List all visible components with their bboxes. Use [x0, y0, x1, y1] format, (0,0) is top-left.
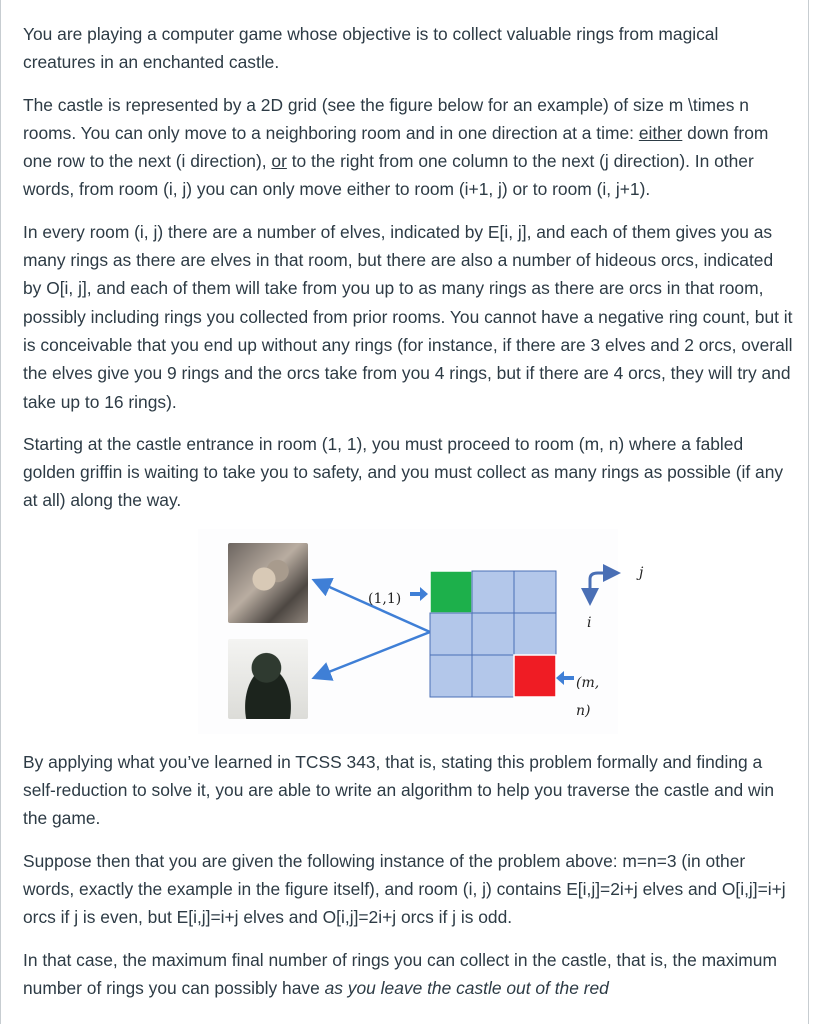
figure-diagram	[198, 529, 618, 734]
end-arrow-icon	[556, 671, 574, 685]
castle-figure	[198, 529, 644, 734]
either-underlined: either	[638, 122, 683, 143]
grid-cell	[514, 571, 556, 613]
question-text-a: In that case, the maximum final number of rings you can collect in the castle, that is, the maximum number of rings you can possibly have	[23, 949, 777, 998]
grid-text-a: The castle is represented by a 2D grid (see the figure below for an example) of size m \times n rooms. You can only move to a neighboring room and in one direction at a time:	[23, 94, 749, 143]
grid-cell	[472, 655, 514, 697]
question-text-italic: as you leave the castle out of the red	[324, 977, 609, 998]
grid-cell	[472, 613, 514, 655]
right-border	[808, 0, 809, 1024]
or-underlined: or	[271, 151, 287, 172]
grid-cell	[430, 571, 472, 613]
paragraph-question	[23, 946, 793, 1003]
paragraph-instance: Suppose then that you are given the following instance of the problem above: m=n=3 (in other words, exactly the example in the figure itself), and room (i, j) contains E[i,j]=2i+j elves and O[i,j]=i+j orcs if j is even, but E[i,j]=i+j elves and O[i,j]=2i+j orcs if j is odd.	[23, 850, 786, 928]
paragraph-grid	[23, 91, 793, 204]
end-label: (m, n)	[576, 674, 600, 720]
grid-cell	[430, 613, 472, 655]
arrow-to-orc	[316, 632, 430, 677]
question-text	[23, 20, 793, 1016]
axis-i-label: i	[587, 614, 592, 631]
paragraph-elves-orcs: In every room (i, j) there are a number of elves, indicated by E[i, j], and each of them gives you as many rings as there are elves in that room, but there are also a number of hideous orcs, indicated by O[i, j], and each of them will take from you up to as many rings as there are orcs in that room, possibly including rings you collected from prior rooms. You cannot have a negative ring count, but it is conceivable that you end up without any rings (for instance, if there are 3 elves and 2 orcs, overall the elves give you 9 rings and the orcs take from you 4 rings, but if there are 4 orcs, they will try and take up to 16 rings).	[23, 221, 793, 412]
paragraph-intro: You are playing a computer game whose objective is to collect valuable rings from magical creatures in an enchanted castle.	[23, 24, 719, 73]
paragraph-goal: Starting at the castle entrance in room (1, 1), you must proceed to room (m, n) where a fabled golden griffin is waiting to take you to safety, and you must collect as many rings as possible (if any at all) along the way.	[23, 433, 784, 511]
left-border	[0, 0, 1, 1024]
paragraph-tcss: By applying what you’ve learned in TCSS 343, that is, stating this problem formally and finding a self-reduction to solve it, you are able to write an algorithm to help you traverse the castle and win the game.	[23, 751, 775, 829]
grid-cell	[430, 655, 472, 697]
grid-text-c: to the right from one column to the next (j direction). In other words, from room (i, j) you can only move either to room (i+1, j) or to room (i, j+1).	[23, 151, 754, 200]
grid-cell	[514, 655, 556, 697]
grid-cell	[472, 571, 514, 613]
grid-text-b: down from one row to the next (i direction),	[23, 122, 769, 172]
axis-j-arrow	[590, 573, 612, 579]
start-label: (1,1)	[368, 590, 402, 607]
room-grid	[430, 571, 556, 697]
start-arrow-icon	[410, 587, 428, 601]
axis-j-label: j	[639, 564, 644, 581]
grid-cell	[514, 613, 556, 655]
